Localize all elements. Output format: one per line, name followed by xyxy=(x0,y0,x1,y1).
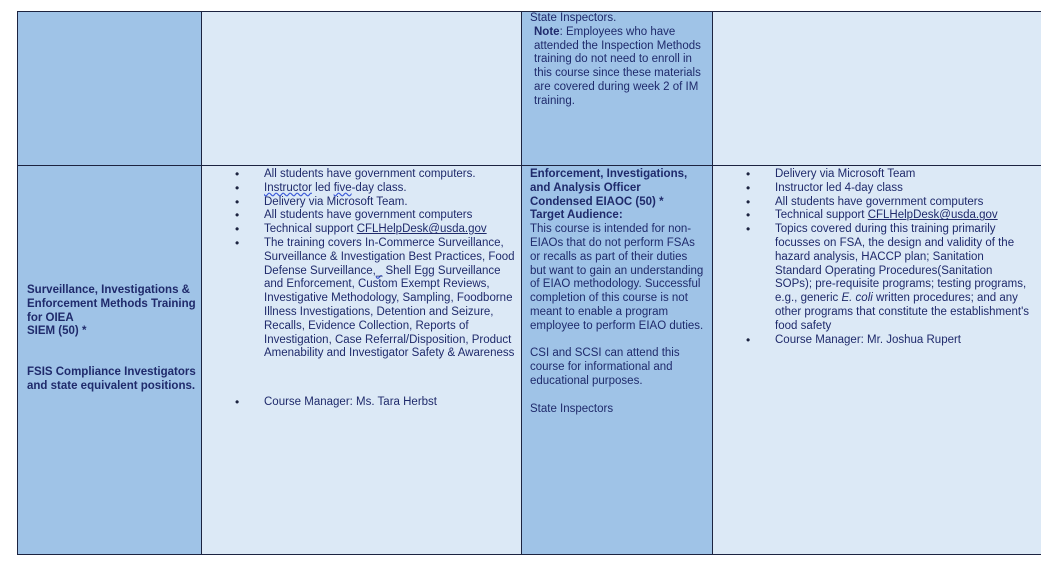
helpdesk-email-link[interactable]: CFLHelpDesk@usda.gov xyxy=(356,223,487,236)
list-item xyxy=(202,182,515,196)
list-item xyxy=(713,209,1031,223)
note-text: : Employees who have attended the Inspection Methods training do not need to enroll in this course since these materials are covered during week 2 of IM training. xyxy=(534,25,701,107)
row2-details-cell xyxy=(202,166,522,554)
list-item: • All students have government computers. xyxy=(202,168,515,182)
alt-course-state: State Inspectors xyxy=(530,402,614,415)
list-item: • All students have government computers xyxy=(202,209,515,223)
list-item: • Instructor led 4-day class xyxy=(713,182,1031,196)
course-title: Surveillance, Investigations & Enforcement Methods Training for OIEA xyxy=(27,284,196,324)
text: -day class. xyxy=(351,181,407,194)
row1-audience: State Inspectors. xyxy=(530,12,617,24)
text: Topics covered during this training primarily focusses on FSA, the design and validity of the hazard analysis, HACCP plan; Sanitation Standard Operating Procedures(Sanitation SOPs); pre-requisite programs; testing programs, e.g., generic xyxy=(775,223,1027,305)
text: The training covers In-Commerce Surveillance, Surveillance & Investigation Best Practices, Food Defense Surveillance, xyxy=(264,236,515,277)
course-table xyxy=(17,11,1041,555)
details-list xyxy=(202,168,515,410)
list-item xyxy=(202,223,515,237)
row2-course-cell xyxy=(18,166,202,554)
row1-details-cell xyxy=(202,12,522,166)
list-item: • Delivery via Microsoft Team xyxy=(713,168,1031,182)
list-item xyxy=(713,223,1031,333)
note-label: Note xyxy=(534,25,560,38)
ecoli-italic: E. coli xyxy=(841,292,873,305)
row2-alt-details-cell xyxy=(713,166,1041,554)
text: Shell Egg Surveillance and Enforcement, Custom Exempt Reviews, Investigative Methodology, Sampling, Foodborne Illness Investigations, Detention and Seizure, Recalls, Evidence Collection, Reports of Investigation, Case Referral/Disposition, Product Amenability and Investigator Safety & Awareness xyxy=(264,264,515,360)
list-item: • Course Manager: Ms. Tara Herbst xyxy=(202,396,515,410)
list-item: • Course Manager: Mr. Joshua Rupert xyxy=(713,334,1031,348)
course-code: SIEM (50) * xyxy=(27,325,87,338)
alt-course-description: This course is intended for non-EIAOs that do not perform FSAs or recalls as part of their duties but want to gain an understanding of EIAO methodology. Successful completion of this course is not meant to enable a program employee to perform EIAO duties. xyxy=(530,223,704,332)
text: led xyxy=(311,181,334,194)
text: Technical support xyxy=(775,209,868,222)
five-word: five xyxy=(333,181,352,194)
instructor-word: Instructor xyxy=(264,181,312,194)
course-audience: FSIS Compliance Investigators and state equivalent positions. xyxy=(27,366,196,392)
helpdesk-email-link[interactable]: CFLHelpDesk@usda.gov xyxy=(867,209,998,222)
alt-course-csi: CSI and SCSI can attend this course for informational and educational purposes. xyxy=(530,347,680,387)
text: written procedures; and any other programs that constitute the establishment's food safety xyxy=(775,292,1030,332)
row1-course-cell xyxy=(18,12,202,166)
alt-course-title: Enforcement, Investigations, and Analysis Officer Condensed EIAOC (50) * xyxy=(530,168,688,208)
alt-details-list xyxy=(713,168,1031,347)
row1-alt-details-cell xyxy=(713,12,1041,166)
list-item: • Delivery via Microsoft Team. xyxy=(202,196,515,210)
list-item: • All students have government computers xyxy=(713,196,1031,210)
row1-note xyxy=(530,26,704,109)
punctuation-mark: _ xyxy=(375,264,383,277)
text: Technical support xyxy=(264,223,357,236)
target-audience-label: Target Audience: xyxy=(530,209,623,222)
row1-alt-course-cell xyxy=(522,12,713,166)
row2-alt-course-cell xyxy=(522,166,713,554)
list-item xyxy=(202,237,515,361)
